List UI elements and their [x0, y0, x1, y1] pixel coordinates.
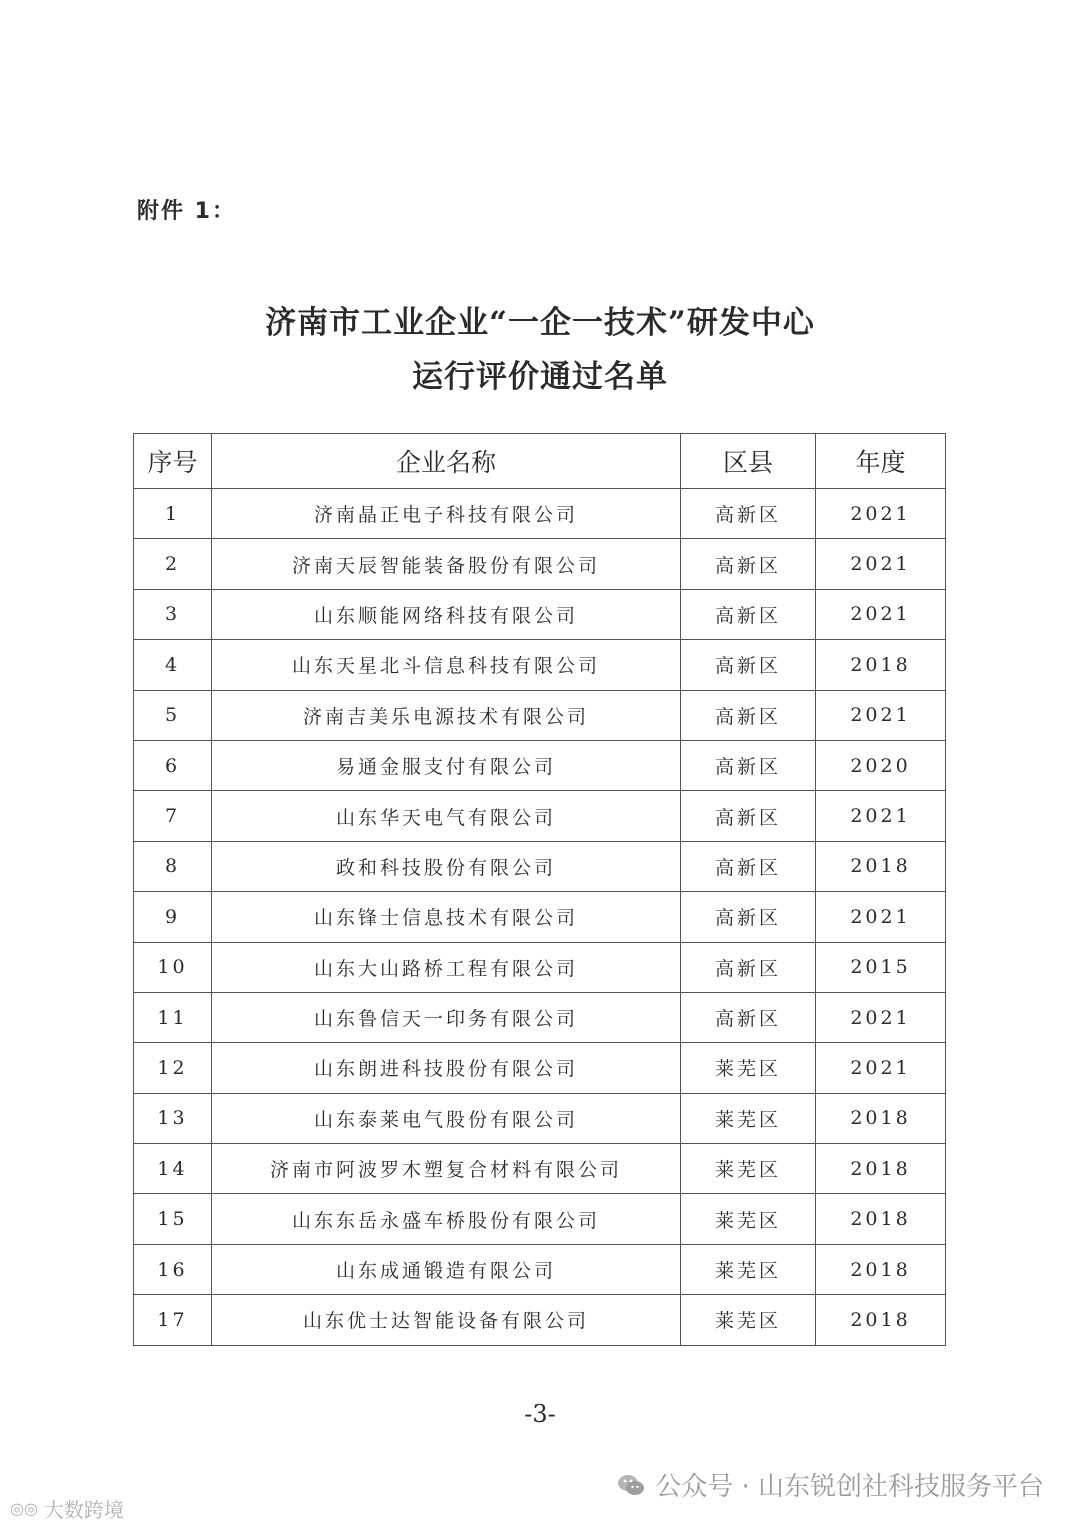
row-district: 高新区	[681, 791, 816, 841]
document-title-line1: 济南市工业企业“一企一技术”研发中心	[265, 305, 815, 341]
row-index: 4	[134, 640, 212, 690]
row-year: 2021	[816, 589, 946, 639]
row-district: 高新区	[681, 841, 816, 891]
row-index: 10	[134, 942, 212, 992]
row-company-name: 山东鲁信天一印务有限公司	[212, 992, 681, 1042]
table-row	[134, 1093, 946, 1143]
row-district: 高新区	[681, 892, 816, 942]
row-company-name: 易通金服支付有限公司	[212, 740, 681, 790]
row-index: 14	[134, 1144, 212, 1194]
header-index: 序号	[134, 434, 212, 489]
row-district: 莱芜区	[681, 1244, 816, 1294]
table-row	[134, 740, 946, 790]
row-year: 2018	[816, 841, 946, 891]
attachment-label: 附件 1：	[137, 199, 236, 224]
row-district: 莱芜区	[681, 1043, 816, 1093]
header-district: 区县	[681, 434, 816, 489]
row-index: 7	[134, 791, 212, 841]
table-row	[134, 539, 946, 589]
table-row	[134, 791, 946, 841]
row-index: 8	[134, 841, 212, 891]
table-row	[134, 1295, 946, 1345]
row-index: 12	[134, 1043, 212, 1093]
table-row	[134, 1244, 946, 1294]
row-company-name: 山东天星北斗信息科技有限公司	[212, 640, 681, 690]
row-index: 6	[134, 740, 212, 790]
row-year: 2021	[816, 489, 946, 539]
table-row	[134, 841, 946, 891]
table-row	[134, 942, 946, 992]
row-district: 莱芜区	[681, 1093, 816, 1143]
row-company-name: 济南天辰智能装备股份有限公司	[212, 539, 681, 589]
row-index: 11	[134, 992, 212, 1042]
row-year: 2021	[816, 892, 946, 942]
table-header-row	[134, 434, 946, 489]
header-company: 企业名称	[212, 434, 681, 489]
document-title-line2: 运行评价通过名单	[412, 359, 668, 395]
wechat-icon	[617, 1473, 645, 1497]
row-company-name: 济南晶正电子科技有限公司	[212, 489, 681, 539]
row-company-name: 山东华天电气有限公司	[212, 791, 681, 841]
row-index: 3	[134, 589, 212, 639]
corner-watermark-text: 大数跨境	[43, 1498, 124, 1522]
row-index: 13	[134, 1093, 212, 1143]
wechat-watermark-text: 公众号 · 山东锐创社科技服务平台	[655, 1472, 1044, 1502]
table-row	[134, 1144, 946, 1194]
row-district: 高新区	[681, 942, 816, 992]
row-company-name: 山东顺能网络科技有限公司	[212, 589, 681, 639]
corner-watermark	[10, 1494, 124, 1523]
row-district: 莱芜区	[681, 1194, 816, 1244]
logo-icon: ◎◎	[10, 1499, 38, 1518]
row-year: 2018	[816, 1093, 946, 1143]
row-company-name: 山东成通锻造有限公司	[212, 1244, 681, 1294]
row-district: 莱芜区	[681, 1144, 816, 1194]
row-company-name: 山东大山路桥工程有限公司	[212, 942, 681, 992]
row-index: 16	[134, 1244, 212, 1294]
row-year: 2020	[816, 740, 946, 790]
row-year: 2018	[816, 640, 946, 690]
row-district: 高新区	[681, 992, 816, 1042]
row-company-name: 济南吉美乐电源技术有限公司	[212, 690, 681, 740]
row-year: 2018	[816, 1194, 946, 1244]
row-company-name: 山东朗进科技股份有限公司	[212, 1043, 681, 1093]
table-row	[134, 992, 946, 1042]
row-district: 高新区	[681, 690, 816, 740]
table-row	[134, 640, 946, 690]
row-year: 2015	[816, 942, 946, 992]
row-index: 1	[134, 489, 212, 539]
row-company-name: 山东东岳永盛车桥股份有限公司	[212, 1194, 681, 1244]
row-year: 2018	[816, 1244, 946, 1294]
row-index: 5	[134, 690, 212, 740]
row-district: 高新区	[681, 589, 816, 639]
row-index: 2	[134, 539, 212, 589]
row-year: 2021	[816, 1043, 946, 1093]
table-row	[134, 489, 946, 539]
table-row	[134, 589, 946, 639]
row-company-name: 山东优士达智能设备有限公司	[212, 1295, 681, 1345]
page-number: -3-	[524, 1400, 556, 1428]
row-company-name: 济南市阿波罗木塑复合材料有限公司	[212, 1144, 681, 1194]
row-district: 高新区	[681, 539, 816, 589]
row-year: 2018	[816, 1295, 946, 1345]
row-index: 17	[134, 1295, 212, 1345]
row-company-name: 山东锋士信息技术有限公司	[212, 892, 681, 942]
row-index: 9	[134, 892, 212, 942]
row-year: 2021	[816, 690, 946, 740]
table-row	[134, 690, 946, 740]
wechat-watermark	[617, 1466, 1044, 1503]
row-year: 2018	[816, 1144, 946, 1194]
company-list-table	[133, 433, 946, 1346]
row-year: 2021	[816, 992, 946, 1042]
row-year: 2021	[816, 791, 946, 841]
row-district: 高新区	[681, 640, 816, 690]
header-year: 年度	[816, 434, 946, 489]
table-row	[134, 1194, 946, 1244]
row-district: 高新区	[681, 489, 816, 539]
table-row	[134, 892, 946, 942]
row-company-name: 政和科技股份有限公司	[212, 841, 681, 891]
row-company-name: 山东泰莱电气股份有限公司	[212, 1093, 681, 1143]
row-index: 15	[134, 1194, 212, 1244]
table-row	[134, 1043, 946, 1093]
row-district: 高新区	[681, 740, 816, 790]
row-district: 莱芜区	[681, 1295, 816, 1345]
row-year: 2021	[816, 539, 946, 589]
